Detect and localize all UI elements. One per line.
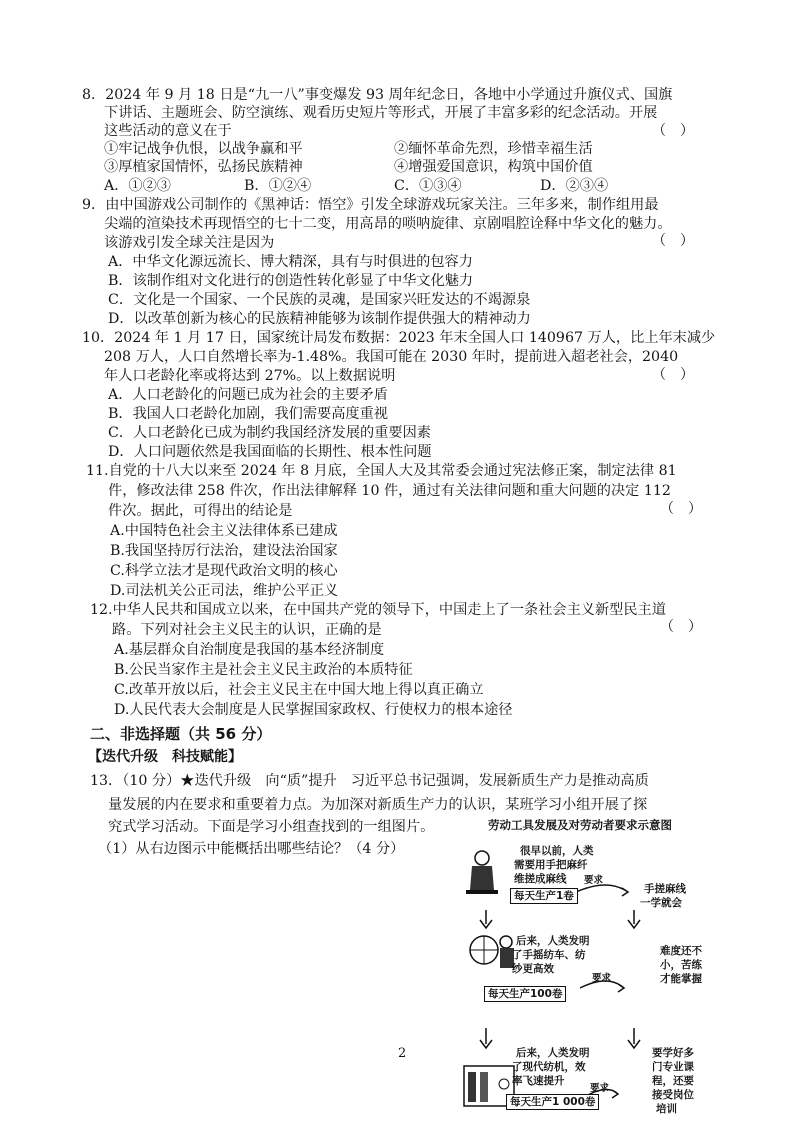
q9-answer-paren: （ ） (652, 233, 694, 249)
q11-line-3: 件次。据此，可得出的结论是 (108, 503, 293, 519)
stage2-requirement-label: 要求 (592, 973, 612, 984)
stage3-text-2: 了现代纺机，效 (512, 1061, 586, 1073)
q12-option-b: B.公民当家作主是社会主义民主政治的本质特征 (114, 662, 413, 678)
q13-line-1: 13．（10 分）★迭代升级 向“质”提升 习近平总书记强调，发展新质生产力是推动高质 (90, 773, 649, 789)
q10-option-a: A．人口老龄化的问题已成为社会的主要矛盾 (108, 387, 388, 403)
stage2-output-box: 每天生产100卷 (484, 986, 566, 1002)
q11-line-1: 11.自党的十八大以来至 2024 年 8 月底，全国人大及其常委会通过宪法修正案，制定法律 81 (86, 463, 677, 479)
stage3-requirement-2: 门专业课 (652, 1061, 694, 1073)
q11-option-c: C.科学立法才是现代政治文明的核心 (110, 563, 338, 579)
q11-line-2: 件，修改法律 258 件次，作出法律解释 10 件，通过有关法律问题和重大问题的决定 112 (108, 483, 671, 499)
q8-line-2: 下讲话、主题班会、防空演练、观看历史短片等形式，开展了丰富多彩的纪念活动。开展 (104, 105, 658, 121)
stage1-output-box: 每天生产1卷 (510, 888, 578, 904)
q9-line-3: 该游戏引发全球关注是因为 (104, 235, 275, 251)
stage3-requirement-label: 要求 (590, 1083, 610, 1094)
q8-choice-b: B．①②④ (244, 178, 312, 194)
q8-option-1: ①牢记战争仇恨，以战争赢和平 (104, 141, 303, 157)
stage3-text-3: 率飞速提升 (512, 1075, 565, 1087)
q11-option-a: A.中国特色社会主义法律体系已建成 (110, 523, 338, 539)
q9-option-c: C．文化是一个国家、一个民族的灵魂，是国家兴旺发达的不竭源泉 (108, 292, 531, 308)
section-tag: 【迭代升级 科技赋能】 (88, 749, 242, 765)
q12-line-2: 路。下列对社会主义民主的认识，正确的是 (112, 622, 382, 638)
spinning-wheel-illustration (470, 936, 514, 968)
q11-option-b: B.我国坚持厉行法治，建设法治国家 (110, 543, 338, 559)
stage2-text-2: 了手摇纺车、纺 (512, 949, 586, 961)
q12-option-c: C.改革开放以后，社会主义民主在中国大地上得以真正确立 (114, 682, 484, 698)
stage3-requirement-5: 培训 (656, 1103, 677, 1115)
stage2-text-1: 后来，人类发明 (516, 935, 590, 947)
q13-sub-question-1: （1）从右边图示中能概括出哪些结论？（4 分） (98, 841, 405, 857)
q8-option-3: ③厚植家国情怀，弘扬民族精神 (104, 159, 303, 175)
q9-option-b: B．该制作组对文化进行的创造性转化彰显了中华文化魅力 (108, 273, 474, 289)
stage2-requirement-3: 才能掌握 (660, 973, 702, 985)
q10-line-1: 10．2024 年 1 月 17 日，国家统计局发布数据：2023 年末全国人口 140967 万人，比上年末减少 (82, 330, 716, 346)
diagram-title: 劳动工具发展及对劳动者要求示意图 (488, 818, 672, 832)
stage1-requirement-1: 手搓麻线 (644, 883, 686, 895)
stage3-requirement-1: 要学好多 (652, 1047, 694, 1059)
q12-option-a: A.基层群众自治制度是我国的基本经济制度 (114, 642, 385, 658)
q9-line-1: 9．由中国游戏公司制作的《黑神话：悟空》引发全球游戏玩家关注。三年多来，制作组用最 (82, 197, 659, 213)
stage1-text-3: 维搓成麻线 (514, 873, 567, 885)
stage1-person-illustration (466, 851, 498, 894)
q13-line-3: 究式学习活动。下面是学习小组查找到的一组图片。 (108, 819, 435, 835)
stage3-requirement-3: 程，还要 (652, 1075, 694, 1087)
stage1-requirement-2: 一学就会 (640, 897, 682, 909)
section-heading: 二、非选择题（共 56 分） (90, 725, 272, 743)
q12-line-1: 12.中华人民共和国成立以来，在中国共产党的领导下，中国走上了一条社会主义新型民主道 (90, 602, 666, 618)
stage3-requirement-4: 接受岗位 (652, 1089, 694, 1101)
q8-choice-d: D．②③④ (540, 178, 609, 194)
q10-option-d: D．人口问题依然是我国面临的长期性、根本性问题 (108, 444, 432, 460)
stage2-requirement-1: 难度还不 (660, 945, 702, 957)
q10-option-b: B．我国人口老龄化加剧，我们需要高度重视 (108, 406, 388, 422)
q8-option-2: ②缅怀革命先烈，珍惜幸福生活 (394, 141, 593, 157)
q10-line-2: 208 万人，人口自然增长率为-1.48%。我国可能在 2030 年时，提前进入超老社会，2040 (104, 349, 679, 365)
stage1-text-2: 需要用手把麻纤 (514, 859, 588, 871)
q8-line-1: 8．2024 年 9 月 18 日是“九一八”事变爆发 93 周年纪念日，各地中小学通过升旗仪式、国旗 (82, 87, 673, 103)
q9-option-d: D．以改革创新为核心的民族精神能够为该制作提供强大的精神动力 (108, 311, 531, 327)
q10-option-c: C．人口老龄化已成为制约我国经济发展的重要因素 (108, 425, 431, 441)
q11-option-d: D.司法机关公正司法，维护公平正义 (110, 583, 339, 599)
stage3-output-box: 每天生产1 000卷 (506, 1094, 599, 1110)
page-number: 2 (398, 1046, 407, 1061)
q9-line-2: 尖端的渲染技术再现悟空的七十二变，用高昂的唢呐旋律、京剧唱腔诠释中华文化的魅力。 (104, 216, 672, 232)
stage2-text-3: 纱更高效 (512, 963, 554, 975)
stage1-text-1: 很早以前，人类 (520, 845, 594, 857)
stage3-text-1: 后来，人类发明 (516, 1047, 590, 1059)
q8-answer-paren: （ ） (652, 123, 694, 139)
q10-line-3: 年人口老龄化率或将达到 27%。以上数据说明 (104, 368, 396, 384)
q8-choice-c: C．①③④ (394, 178, 462, 194)
stage2-requirement-2: 小，苦练 (660, 959, 702, 971)
q12-answer-paren: （ ） (660, 619, 702, 635)
stage1-requirement-label: 要求 (584, 875, 604, 886)
q13-line-2: 量发展的内在要求和重要着力点。为加深对新质生产力的认识，某班学习小组开展了探 (108, 797, 648, 813)
q9-option-a: A．中华文化源远流长、博大精深，具有与时俱进的包容力 (108, 254, 473, 270)
q12-option-d: D.人民代表大会制度是人民掌握国家政权、行使权力的根本途径 (114, 702, 513, 718)
q8-option-4: ④增强爱国意识，构筑中国价值 (394, 159, 593, 175)
q8-choice-a: A．①②③ (104, 178, 171, 194)
q8-line-3: 这些活动的意义在于 (104, 123, 232, 139)
q10-answer-paren: （ ） (652, 367, 694, 383)
q11-answer-paren: （ ） (660, 501, 702, 517)
